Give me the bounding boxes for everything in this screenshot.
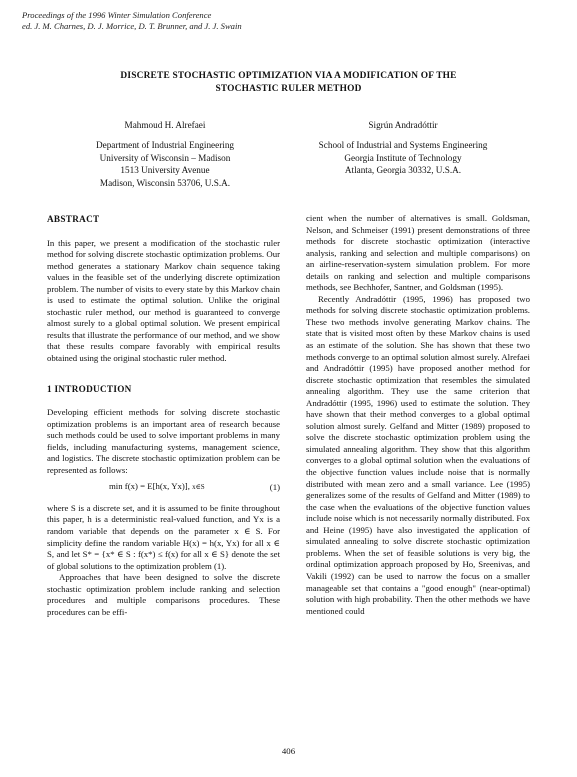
intro-paragraph-2: where S is a discrete set, and it is assumed to be finite throughout this paper, h is a deterministic real-valued function, and Yx is a random variable that depends on the parameter x ∈ S. For simplicity define the random variable H(x) = h(x, Yx) for all x ∈ S, and let S* = {x* ∈ S : f(x*) ≤ f(x) for all x ∈ S} denote the set of global solutions to the optimization problem (1). xyxy=(47,502,280,571)
affiliation-line: University of Wisconsin – Madison xyxy=(99,152,231,163)
affiliation-line: Atlanta, Georgia 30332, U.S.A. xyxy=(344,165,462,176)
equation-text: min f(x) = E[h(x, Yx)], xyxy=(109,481,190,492)
proceedings-header xyxy=(22,10,242,32)
abstract-heading: ABSTRACT xyxy=(47,214,100,224)
affiliation-line: 1513 University Avenue xyxy=(120,165,210,176)
right-paragraph-1: cient when the number of alternatives is small. Goldsman, Nelson, and Schmeiser (1991) present demonstrations of three methods for discrete stochastic optimization (interactive analysis, ranking and selection and multiple comparisons) on an airline-reservation-system simulation problem. For more details on ranking and selection and multiple comparisons methods, see Bechhofer, Santner, and Goldsman (1995). xyxy=(306,213,530,293)
intro-paragraph-3: Approaches that have been designed to solve the discrete stochastic optimization problem include ranking and selection procedures and multiple comparisons procedures. These procedures can be effi- xyxy=(47,572,280,617)
author-block-2 xyxy=(290,119,516,177)
left-column xyxy=(47,214,280,618)
affiliation-line: Department of Industrial Engineering xyxy=(95,140,235,151)
intro-paragraph-1: Developing efficient methods for solving discrete stochastic optimization problems is an important area of research because such methods could be used to solve important problems in many fields, including manufacturing systems, management science, and logistics. The discrete stochastic optimization problem can be represented as follows: xyxy=(47,407,280,475)
author-affiliation xyxy=(290,139,516,176)
affiliation-line: Georgia Institute of Technology xyxy=(344,152,462,163)
abstract-text: In this paper, we present a modification of the stochastic ruler method for solving discrete stochastic optimization problems. Our method generates a stationary Markov chain sequence taking values in the feasible set of the underlying discrete optimization problem. The number of visits to every state by this Markov chain is used to estimate the optimal solution. Unlike the original stochastic ruler method, our method is guaranteed to converge almost surely to a global optimal solution. We present empirical results that illustrate the performance of our method, and we show that these results compare favorably with empirical results obtained using the original stochastic ruler method. xyxy=(47,237,280,364)
equation-number: (1) xyxy=(269,481,280,492)
author-name: Sigrún Andradóttir xyxy=(368,120,438,130)
paper-title xyxy=(40,70,537,95)
right-column xyxy=(306,213,530,617)
affiliation-line: Madison, Wisconsin 53706, U.S.A. xyxy=(99,177,231,188)
page-number: 406 xyxy=(281,746,296,756)
proceedings-line-1: Proceedings of the 1996 Winter Simulation Conference xyxy=(22,10,212,20)
proceedings-line-2: ed. J. M. Charnes, D. J. Morrice, D. T. Brunner, and J. J. Swain xyxy=(22,20,242,31)
equation-subscript: x∈S xyxy=(192,483,205,492)
author-block-1 xyxy=(62,119,268,189)
equation-1 xyxy=(47,481,280,494)
introduction-heading: 1 INTRODUCTION xyxy=(47,383,132,394)
author-affiliation xyxy=(62,139,268,189)
title-line-1: DISCRETE STOCHASTIC OPTIMIZATION VIA A MODIFICATION OF THE xyxy=(120,71,457,81)
right-paragraph-2: Recently Andradóttir (1995, 1996) has proposed two methods for solving discrete stochastic optimization problems. These two methods involve generating Markov chains. The state that is visited most often by these Markov chains is used as an estimate of the solution. She has shown that these two methods converge to an optimal solution almost surely. Alrefaei and Andradóttir (1995) have proposed another method for discrete stochastic optimization that resembles the simulated annealing algorithm. They use the same criterion that Andradóttir (1995, 1996) used to estimate the solution. They have shown that their method converges to a global optimal solution almost surely. Gelfand and Mitter (1989) proposed to solve the discrete stochastic optimization problem using the simulated annealing algorithm. They show that this algorithm converges to a global optimal solution when the evaluations of the objective function values include noise that is normally distributed with mean zero and a small variance. Lee (1995) generalizes some of the results of Gelfand and Mitter (1989) to the case when the evaluations of the objective function values include noise which is not necessarily normally distributed. Fox and Heine (1995) have also investigated the application of simulated annealing to solve discrete stochastic optimization problems. When the set of feasible solutions is very big, the ordinal optimization approach proposed by Ho, Sreenivas, and Vakili (1992) can be used to narrow the focus on a smaller manageable set that contains a "good enough" (near-optimal) solution with high probability. Then the other methods we have mentioned could xyxy=(306,293,530,616)
equation-body xyxy=(109,481,205,494)
title-line-2: STOCHASTIC RULER METHOD xyxy=(215,83,362,94)
author-name: Mahmoud H. Alrefaei xyxy=(124,120,206,130)
affiliation-line: School of Industrial and Systems Engineering xyxy=(318,140,488,151)
